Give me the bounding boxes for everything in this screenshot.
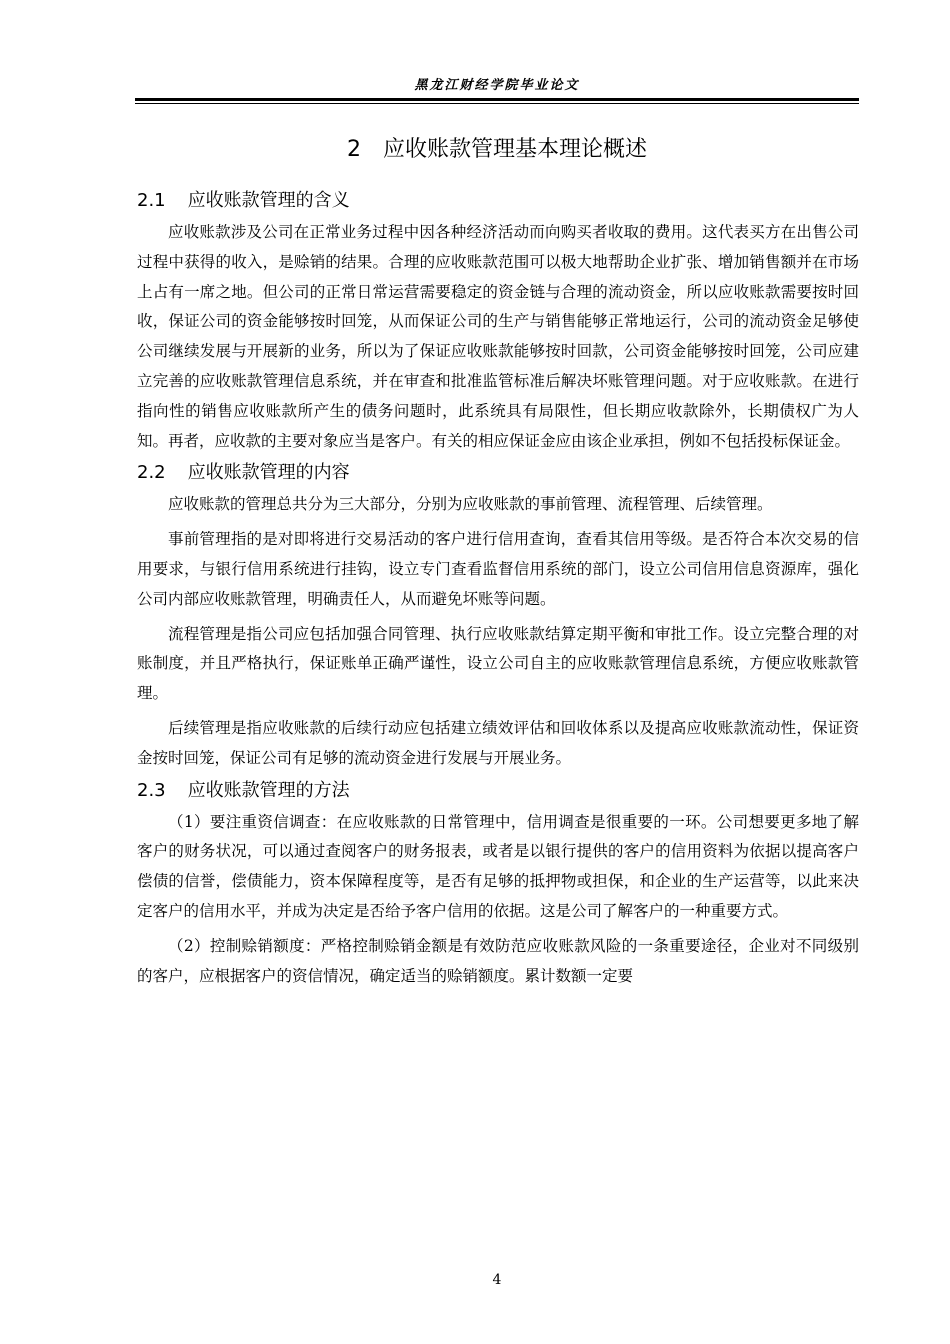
section-number: 2.1 xyxy=(137,190,166,211)
section-2-1 xyxy=(137,184,859,456)
header-rule-thick xyxy=(135,98,859,101)
page-number: 4 xyxy=(492,1272,502,1288)
section-heading xyxy=(137,774,859,808)
paragraph: 应收账款的管理总共分为三大部分，分别为应收账款的事前管理、流程管理、后续管理。 xyxy=(168,495,773,514)
paragraph: 应收账款涉及公司在正常业务过程中因各种经济活动而向购买者收取的费用。这代表买方在出售公司过程中获得的收入，是赊销的结果。合理的应收账款范围可以极大地帮助企业扩张、增加销售额并在市场上占有一席之地。但公司的正常日常运营需要稳定的资金链与合理的流动资金，所以应收账款需要按时回收，保证公司的资金能够按时回笼，从而保证公司的生产与销售能够正常地运行，公司的流动资金足够使公司继续发展与开展新的业务，所以为了保证应收账款能够按时回款，公司资金能够按时回笼，公司应建立完善的应收账款管理信息系统，并在审查和批准监管标准后解决坏账管理问题。对于应收账款。在进行指向性的销售应收账款所产生的债务问题时，此系统具有局限性，但长期应收款除外，长期债权广为人知。再者，应收款的主要对象应当是客户。有关的相应保证金应由该企业承担，例如不包括投标保证金。 xyxy=(137,223,859,450)
document-body xyxy=(137,184,859,991)
paragraph: （2）控制赊销额度：严格控制赊销金额是有效防范应收账款风险的一条重要途径，企业对不同级别的客户，应根据客户的资信情况，确定适当的赊销额度。累计数额一定要 xyxy=(137,936,859,985)
header-rule-thin xyxy=(135,103,859,104)
section-heading xyxy=(137,184,859,218)
section-title: 应收账款管理的内容 xyxy=(187,462,350,484)
section-heading xyxy=(137,456,859,490)
running-header: 黑龙江财经学院毕业论文 xyxy=(414,78,580,93)
section-2-2 xyxy=(137,456,859,773)
section-number: 2.2 xyxy=(137,462,166,484)
chapter-number: 2 xyxy=(346,137,361,162)
section-title: 应收账款管理的方法 xyxy=(187,779,350,801)
paragraph: 事前管理指的是对即将进行交易活动的客户进行信用查询，查看其信用等级。是否符合本次交易的信用要求，与银行信用系统进行挂钩，设立专门查看监督信用系统的部门，设立公司信用信息资源库，强化公司内部应收账款管理，明确责任人，从而避免坏账等问题。 xyxy=(137,530,859,608)
paragraph: 流程管理是指公司应包括加强合同管理、执行应收账款结算定期平衡和审批工作。设立完整合理的对账制度，并且严格执行，保证账单正确严谨性，设立公司自主的应收账款管理信息系统，方便应收账款管理。 xyxy=(137,624,859,703)
paragraph: 后续管理是指应收账款的后续行动应包括建立绩效评估和回收体系以及提高应收账款流动性，保证资金按时回笼，保证公司有足够的流动资金进行发展与开展业务。 xyxy=(137,718,859,767)
section-title: 应收账款管理的含义 xyxy=(187,190,350,211)
paragraph: （1）要注重资信调查：在应收账款的日常管理中，信用调查是很重要的一环。公司想要更多地了解客户的财务状况，可以通过查阅客户的财务报表，或者是以银行提供的客户的信用资料为依据以提高客户偿债的信誉，偿债能力，资本保障程度等，是否有足够的抵押物或担保，和企业的生产运营等，以此来决定客户的信用水平，并成为决定是否给予客户信用的依据。这是公司了解客户的一种重要方式。 xyxy=(137,812,859,920)
section-2-3 xyxy=(137,774,859,992)
chapter-title-text: 应收账款管理基本理论概述 xyxy=(382,137,647,162)
chapter-title xyxy=(135,134,859,166)
section-number: 2.3 xyxy=(137,779,166,801)
